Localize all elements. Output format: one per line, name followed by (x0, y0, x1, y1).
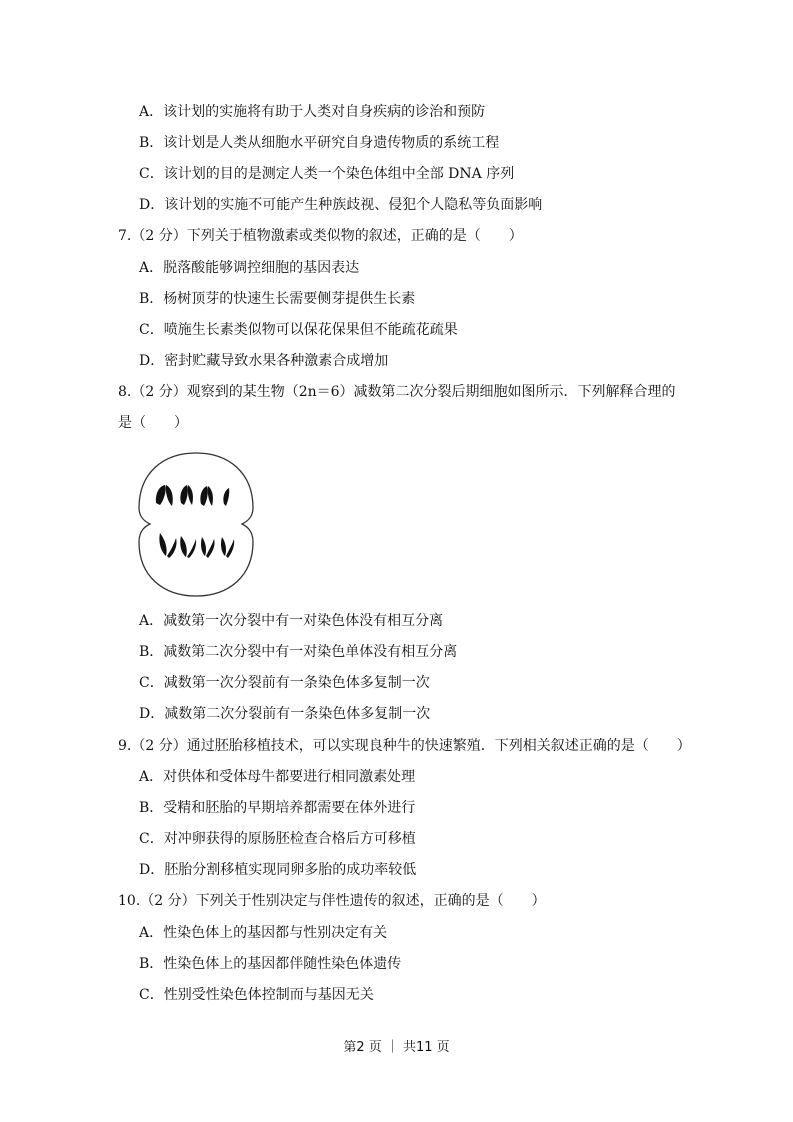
chromosome (180, 485, 187, 505)
chromosome (180, 536, 187, 557)
chromosome (188, 485, 193, 505)
q9-option-c: C．对冲卵获得的原肠胚检查合格后方可移植 (139, 831, 416, 847)
q7-option-c: C．喷施生长素类似物可以保花保果但不能疏花疏果 (139, 322, 458, 338)
q7-option-b: B．杨树顶芽的快速生长需要侧芽提供生长素 (139, 291, 416, 307)
q6-option-b: B．该计划是人类从细胞水平研究自身遗传物质的系统工程 (139, 135, 500, 151)
chromosome (166, 485, 173, 506)
q10-option-b: B．性染色体上的基因都伴随性染色体遗传 (139, 956, 402, 972)
upper-chromosome-group (156, 485, 229, 506)
cell-outline (139, 453, 253, 596)
chromosome (223, 488, 229, 506)
chromosome (226, 539, 234, 558)
chromosome (187, 539, 196, 558)
q7-option-d: D．密封贮藏导致水果各种激素合成增加 (139, 353, 389, 369)
chromosome (159, 533, 166, 556)
cell-diagram (136, 450, 256, 600)
q8-option-a: A．减数第一次分裂中有一对染色体没有相互分离 (139, 613, 444, 629)
chromosome (156, 485, 166, 505)
q6-option-a: A．该计划的实施将有助于人类对自身疾病的诊治和预防 (139, 104, 486, 120)
chromosome (167, 538, 177, 558)
q8-option-d: D．减数第二次分裂前有一条染色体多复制一次 (139, 706, 431, 722)
q8-option-c: C．减数第一次分裂前有一条染色体多复制一次 (139, 675, 430, 691)
q9-stem: 9.（2 分）通过胚胎移植技术，可以实现良种牛的快速繁殖．下列相关叙述正确的是（ ） (118, 738, 691, 754)
q8-option-b: B．减数第二次分裂中有一对染色单体没有相互分离 (139, 644, 458, 660)
lower-chromosome-group (159, 533, 234, 558)
q6-option-c: C．该计划的目的是测定人类一个染色体组中全部 DNA 序列 (139, 166, 515, 182)
q7-option-a: A．脱落酸能够调控细胞的基因表达 (139, 260, 360, 276)
q8-stem-line2: 是（ ） (118, 415, 188, 431)
q10-option-c: C．性别受性染色体控制而与基因无关 (139, 987, 374, 1003)
q10-stem: 10.（2 分）下列关于性别决定与伴性遗传的叙述，正确的是（ ） (118, 893, 546, 909)
chromosome (206, 539, 215, 558)
q9-option-d: D．胚胎分割移植实现同卵多胎的成功率较低 (139, 862, 417, 878)
q9-option-b: B．受精和胚胎的早期培养都需要在体外进行 (139, 800, 416, 816)
page-footer: 第2 页 ｜ 共11 页 (343, 1040, 450, 1055)
q9-option-a: A．对供体和受体母牛都要进行相同激素处理 (139, 769, 416, 785)
chromosome (208, 486, 213, 506)
q7-stem: 7.（2 分）下列关于植物激素或类似物的叙述，正确的是（ ） (118, 228, 523, 244)
chromosome (221, 537, 226, 556)
q10-option-a: A．性染色体上的基因都与性别决定有关 (139, 925, 388, 941)
chromosome (201, 537, 206, 556)
q8-stem-line1: 8.（2 分）观察到的某生物（2n＝6）减数第二次分裂后期细胞如图所示．下列解释合理的 (118, 384, 676, 400)
chromosome (200, 486, 207, 506)
q6-option-d: D．该计划的实施不可能产生种族歧视、侵犯个人隐私等负面影响 (139, 197, 543, 213)
